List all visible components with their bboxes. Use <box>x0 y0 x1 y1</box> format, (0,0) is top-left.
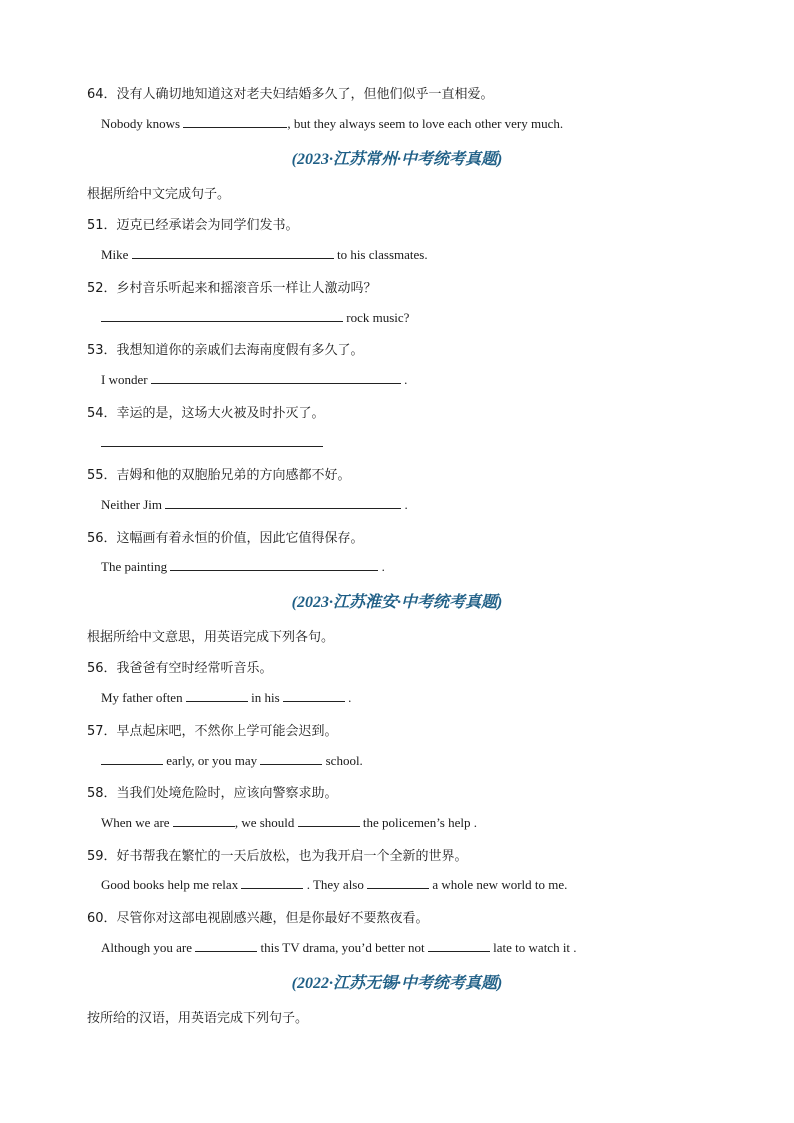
text-segment: this TV drama, you’d better not <box>260 940 425 955</box>
answer-blank[interactable] <box>132 246 334 259</box>
answer-blank[interactable] <box>170 558 378 571</box>
text-segment: late to watch it . <box>493 940 577 955</box>
answer-blank[interactable] <box>101 434 323 447</box>
text-segment: in his <box>251 690 280 705</box>
text-segment: , but they always seem to love each other very much. <box>287 116 564 131</box>
answer-blank[interactable] <box>101 752 163 765</box>
question-56b-prompt: 56．我爸爸有空时经常听音乐。 <box>87 661 273 676</box>
question-51-answer-line <box>101 246 428 263</box>
answer-blank[interactable] <box>428 939 490 952</box>
text-segment: the policemen’s help . <box>362 815 478 830</box>
question-57-answer-line <box>101 752 363 769</box>
answer-blank[interactable] <box>367 876 429 889</box>
text-segment: Good books help me relax <box>101 877 239 892</box>
section-instruction: 根据所给中文意思，用英语完成下列各句。 <box>87 630 335 645</box>
answer-blank[interactable] <box>186 689 248 702</box>
question-55-prompt: 55．吉姆和他的双胞胎兄弟的方向感都不好。 <box>87 468 351 483</box>
answer-blank[interactable] <box>183 115 287 128</box>
question-52-answer-line <box>101 309 409 326</box>
answer-blank[interactable] <box>151 371 401 384</box>
text-segment: . <box>348 690 352 705</box>
text-segment: early, or you may <box>166 753 258 768</box>
question-58-prompt: 58．当我们处境危险时，应该向警察求助。 <box>87 786 338 801</box>
text-segment: I wonder <box>101 372 148 387</box>
answer-blank[interactable] <box>283 689 345 702</box>
answer-blank[interactable] <box>173 814 235 827</box>
question-64-answer-line <box>101 115 563 132</box>
question-57-prompt: 57．早点起床吧，不然你上学可能会迟到。 <box>87 724 338 739</box>
question-64-prompt: 64．没有人确切地知道这对老夫妇结婚多久了，但他们似乎一直相爱。 <box>87 87 494 102</box>
question-56-prompt: 56．这幅画有着永恒的价值，因此它值得保存。 <box>87 531 364 546</box>
answer-blank[interactable] <box>101 309 343 322</box>
text-segment: , we should <box>234 815 295 830</box>
question-51-prompt: 51．迈克已经承诺会为同学们发书。 <box>87 218 299 233</box>
question-60-answer-line <box>101 939 577 956</box>
text-segment: Neither Jim <box>101 497 163 512</box>
text-segment: . They also <box>306 877 364 892</box>
section-heading-changzhou: (2023·江苏常州·中考统考真题) <box>291 151 503 168</box>
question-56b-answer-line <box>101 689 351 706</box>
answer-blank[interactable] <box>195 939 257 952</box>
text-segment: school. <box>325 753 363 768</box>
text-segment: The painting <box>101 559 168 574</box>
text-segment: Although you are <box>101 940 192 955</box>
section-instruction: 按所给的汉语，用英语完成下列句子。 <box>87 1011 309 1026</box>
answer-blank[interactable] <box>298 814 360 827</box>
answer-blank[interactable] <box>241 876 303 889</box>
section-instruction: 根据所给中文完成句子。 <box>87 187 231 202</box>
text-segment: . <box>381 559 385 574</box>
text-segment: . <box>404 372 408 387</box>
section-heading-huaian: (2023·江苏淮安·中考统考真题) <box>291 594 503 611</box>
question-54-prompt: 54．幸运的是，这场大火被及时扑灭了。 <box>87 406 325 421</box>
text-segment: to his classmates. <box>336 247 428 262</box>
question-58-answer-line <box>101 814 477 831</box>
text-segment: . <box>404 497 408 512</box>
text-segment: When we are <box>101 815 170 830</box>
question-59-answer-line <box>101 876 567 893</box>
text-segment: My father often <box>101 690 183 705</box>
answer-blank[interactable] <box>260 752 322 765</box>
question-53-prompt: 53．我想知道你的亲戚们去海南度假有多久了。 <box>87 343 364 358</box>
text-segment: rock music? <box>346 310 410 325</box>
text-segment: Mike <box>101 247 129 262</box>
text-segment: Nobody knows <box>101 116 181 131</box>
question-59-prompt: 59．好书帮我在繁忙的一天后放松，也为我开启一个全新的世界。 <box>87 849 468 864</box>
section-heading-wuxi: (2022·江苏无锡·中考统考真题) <box>291 975 503 992</box>
question-52-prompt: 52．乡村音乐听起来和摇滚音乐一样让人激动吗？ <box>87 281 377 296</box>
question-55-answer-line <box>101 496 408 513</box>
question-53-answer-line <box>101 371 407 388</box>
question-54-answer-line <box>101 434 323 451</box>
text-segment: a whole new world to me. <box>432 877 568 892</box>
answer-blank[interactable] <box>165 496 401 509</box>
question-60-prompt: 60．尽管你对这部电视剧感兴趣，但是你最好不要熬夜看。 <box>87 911 429 926</box>
question-56-answer-line <box>101 558 385 575</box>
